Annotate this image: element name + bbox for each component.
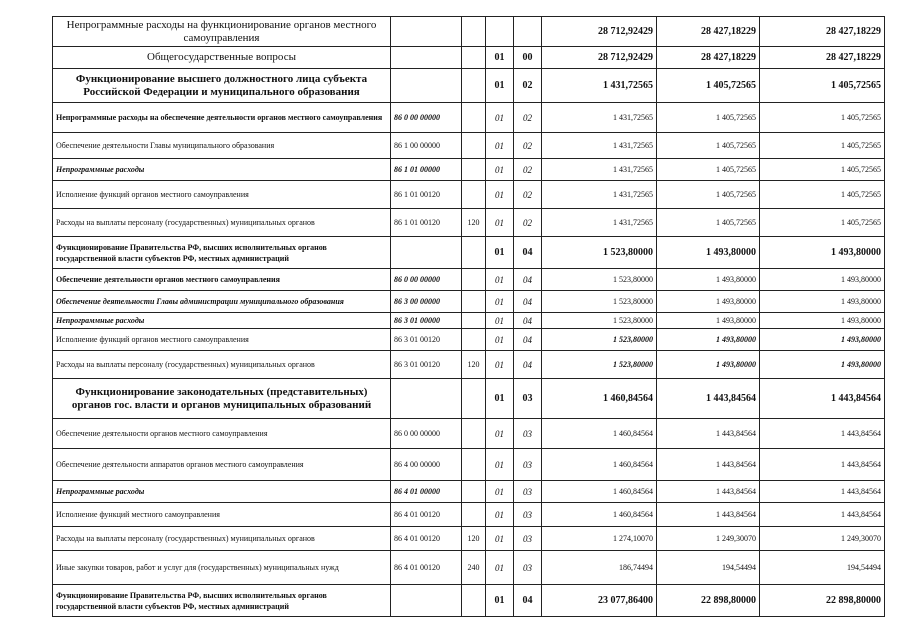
row-value-year2: 1 493,80000 (657, 351, 760, 379)
table-row (53, 69, 885, 103)
row-value-year2: 1 493,80000 (657, 269, 760, 291)
row-value-year2: 1 405,72565 (657, 159, 760, 181)
row-subsection: 04 (514, 237, 542, 269)
row-value-year2: 1 405,72565 (657, 181, 760, 209)
row-expense-type (462, 585, 486, 617)
table-row (53, 209, 885, 237)
row-subsection: 00 (514, 47, 542, 69)
row-name: Исполнение функций органов местного самоуправления (53, 181, 391, 209)
row-subsection: 03 (514, 527, 542, 551)
row-name: Непрограммные расходы на обеспечение деятельности органов местного самоуправления (53, 103, 391, 133)
row-value-year3: 1 443,84564 (760, 503, 885, 527)
row-value-year3: 1 405,72565 (760, 103, 885, 133)
row-name: Обеспечение деятельности Главы муниципального образования (53, 133, 391, 159)
row-expense-type (462, 69, 486, 103)
row-value-year3: 1 493,80000 (760, 329, 885, 351)
row-code: 86 0 00 00000 (391, 419, 462, 449)
row-value-year3: 28 427,18229 (760, 17, 885, 47)
row-subsection: 02 (514, 69, 542, 103)
row-name: Расходы на выплаты персоналу (государственных) муниципальных органов (53, 527, 391, 551)
row-value-year3: 1 493,80000 (760, 269, 885, 291)
row-value-year2: 1 493,80000 (657, 291, 760, 313)
row-value-year2: 1 493,80000 (657, 237, 760, 269)
row-subsection: 04 (514, 269, 542, 291)
row-subsection: 02 (514, 209, 542, 237)
row-value-year1: 1 523,80000 (542, 329, 657, 351)
row-section: 01 (486, 103, 514, 133)
row-section: 01 (486, 209, 514, 237)
row-expense-type (462, 313, 486, 329)
row-name: Обеспечение деятельности органов местного самоуправления (53, 419, 391, 449)
row-section: 01 (486, 551, 514, 585)
row-expense-type (462, 481, 486, 503)
budget-table (52, 16, 885, 617)
row-value-year2: 1 493,80000 (657, 313, 760, 329)
row-name: Расходы на выплаты персоналу (государственных) муниципальных органов (53, 351, 391, 379)
row-value-year3: 1 443,84564 (760, 449, 885, 481)
row-code: 86 0 00 00000 (391, 103, 462, 133)
row-name: Непрограммные расходы на функционирование органов местного самоуправления (53, 17, 391, 47)
row-expense-type (462, 503, 486, 527)
row-value-year1: 1 523,80000 (542, 351, 657, 379)
row-value-year2: 1 443,84564 (657, 503, 760, 527)
row-value-year2: 28 427,18229 (657, 17, 760, 47)
row-value-year3: 194,54494 (760, 551, 885, 585)
row-expense-type: 240 (462, 551, 486, 585)
table-row (53, 159, 885, 181)
row-value-year1: 1 274,10070 (542, 527, 657, 551)
table-row (53, 237, 885, 269)
row-code: 86 1 00 00000 (391, 133, 462, 159)
row-subsection: 04 (514, 351, 542, 379)
row-expense-type (462, 47, 486, 69)
row-name: Исполнение функций органов местного самоуправления (53, 329, 391, 351)
table-row (53, 481, 885, 503)
row-section: 01 (486, 181, 514, 209)
row-expense-type: 120 (462, 209, 486, 237)
row-code: 86 3 00 00000 (391, 291, 462, 313)
row-section: 01 (486, 419, 514, 449)
row-subsection: 03 (514, 449, 542, 481)
row-value-year2: 1 405,72565 (657, 69, 760, 103)
row-value-year3: 1 443,84564 (760, 419, 885, 449)
row-section: 01 (486, 269, 514, 291)
row-value-year1: 1 460,84564 (542, 503, 657, 527)
row-value-year2: 1 443,84564 (657, 419, 760, 449)
row-name: Общегосударственные вопросы (53, 47, 391, 69)
row-section: 01 (486, 585, 514, 617)
table-row (53, 379, 885, 419)
row-expense-type (462, 133, 486, 159)
row-section: 01 (486, 449, 514, 481)
table-row (53, 181, 885, 209)
row-value-year3: 1 493,80000 (760, 291, 885, 313)
row-section: 01 (486, 69, 514, 103)
table-row (53, 419, 885, 449)
row-value-year2: 1 405,72565 (657, 103, 760, 133)
row-section: 01 (486, 237, 514, 269)
row-code: 86 4 01 00120 (391, 503, 462, 527)
row-code (391, 379, 462, 419)
row-expense-type (462, 181, 486, 209)
table-row (53, 551, 885, 585)
table-row (53, 527, 885, 551)
row-value-year1: 1 523,80000 (542, 313, 657, 329)
row-value-year3: 22 898,80000 (760, 585, 885, 617)
row-value-year1: 28 712,92429 (542, 17, 657, 47)
row-name: Функционирование Правительства РФ, высших исполнительных органов государственной власти субъектов РФ, местных администраций (53, 585, 391, 617)
row-code: 86 4 01 00000 (391, 481, 462, 503)
row-section: 01 (486, 313, 514, 329)
row-code (391, 47, 462, 69)
row-name: Расходы на выплаты персоналу (государственных) муниципальных органов (53, 209, 391, 237)
row-subsection: 02 (514, 133, 542, 159)
row-name: Функционирование законодательных (представительных) органов гос. власти и органов муниципальных образований (53, 379, 391, 419)
row-code: 86 4 00 00000 (391, 449, 462, 481)
row-code: 86 1 01 00120 (391, 181, 462, 209)
row-name: Обеспечение деятельности органов местного самоуправления (53, 269, 391, 291)
row-name: Обеспечение деятельности аппаратов органов местного самоуправления (53, 449, 391, 481)
row-section: 01 (486, 481, 514, 503)
row-subsection: 02 (514, 159, 542, 181)
row-section: 01 (486, 379, 514, 419)
row-value-year2: 1 443,84564 (657, 481, 760, 503)
row-value-year1: 1 523,80000 (542, 291, 657, 313)
row-value-year1: 1 431,72565 (542, 209, 657, 237)
row-value-year3: 1 493,80000 (760, 313, 885, 329)
row-code (391, 69, 462, 103)
row-expense-type (462, 269, 486, 291)
row-subsection: 03 (514, 419, 542, 449)
row-code: 86 3 01 00120 (391, 329, 462, 351)
row-code (391, 237, 462, 269)
row-value-year1: 1 431,72565 (542, 103, 657, 133)
row-value-year1: 1 523,80000 (542, 269, 657, 291)
row-value-year2: 22 898,80000 (657, 585, 760, 617)
row-expense-type: 120 (462, 527, 486, 551)
row-name: Функционирование Правительства РФ, высших исполнительных органов государственной власти субъектов РФ, местных администраций (53, 237, 391, 269)
row-section: 01 (486, 133, 514, 159)
table-row (53, 17, 885, 47)
row-code: 86 4 01 00120 (391, 527, 462, 551)
row-name: Иные закупки товаров, работ и услуг для (государственных) муниципальных нужд (53, 551, 391, 585)
row-section: 01 (486, 329, 514, 351)
row-value-year1: 186,74494 (542, 551, 657, 585)
row-name: Непрограммные расходы (53, 313, 391, 329)
row-value-year1: 1 460,84564 (542, 481, 657, 503)
row-value-year2: 1 493,80000 (657, 329, 760, 351)
row-value-year3: 1 405,72565 (760, 159, 885, 181)
row-subsection (514, 17, 542, 47)
row-expense-type (462, 379, 486, 419)
row-value-year3: 1 443,84564 (760, 481, 885, 503)
row-code: 86 1 01 00000 (391, 159, 462, 181)
row-code: 86 0 00 00000 (391, 269, 462, 291)
row-value-year3: 28 427,18229 (760, 47, 885, 69)
row-subsection: 02 (514, 103, 542, 133)
row-name: Обеспечение деятельности Главы администрации муниципального образования (53, 291, 391, 313)
row-value-year3: 1 405,72565 (760, 133, 885, 159)
row-value-year1: 1 431,72565 (542, 69, 657, 103)
row-subsection: 04 (514, 585, 542, 617)
table-row (53, 585, 885, 617)
row-subsection: 04 (514, 313, 542, 329)
row-code: 86 3 01 00120 (391, 351, 462, 379)
table-row (53, 47, 885, 69)
row-name: Непрограммные расходы (53, 159, 391, 181)
row-section: 01 (486, 159, 514, 181)
row-section (486, 17, 514, 47)
table-row (53, 313, 885, 329)
row-subsection: 03 (514, 551, 542, 585)
row-value-year3: 1 493,80000 (760, 351, 885, 379)
row-value-year1: 1 460,84564 (542, 419, 657, 449)
row-value-year3: 1 405,72565 (760, 69, 885, 103)
row-value-year1: 1 431,72565 (542, 159, 657, 181)
row-subsection: 03 (514, 481, 542, 503)
row-name: Исполнение функций местного самоуправления (53, 503, 391, 527)
row-value-year2: 1 249,30070 (657, 527, 760, 551)
table-row (53, 503, 885, 527)
table-row (53, 351, 885, 379)
row-value-year3: 1 405,72565 (760, 181, 885, 209)
row-section: 01 (486, 503, 514, 527)
row-value-year3: 1 249,30070 (760, 527, 885, 551)
row-subsection: 03 (514, 379, 542, 419)
row-expense-type (462, 17, 486, 47)
row-value-year1: 23 077,86400 (542, 585, 657, 617)
row-subsection: 02 (514, 181, 542, 209)
row-value-year3: 1 405,72565 (760, 209, 885, 237)
row-name: Непрограммные расходы (53, 481, 391, 503)
row-name: Функционирование высшего должностного лица субъекта Российской Федерации и муниципального образования (53, 69, 391, 103)
row-value-year2: 1 405,72565 (657, 133, 760, 159)
row-value-year1: 1 460,84564 (542, 449, 657, 481)
row-section: 01 (486, 351, 514, 379)
row-section: 01 (486, 47, 514, 69)
row-value-year2: 1 443,84564 (657, 379, 760, 419)
row-value-year1: 1 431,72565 (542, 133, 657, 159)
row-subsection: 03 (514, 503, 542, 527)
row-value-year3: 1 493,80000 (760, 237, 885, 269)
row-expense-type (462, 159, 486, 181)
row-code: 86 3 01 00000 (391, 313, 462, 329)
row-value-year1: 1 523,80000 (542, 237, 657, 269)
row-expense-type (462, 329, 486, 351)
row-code (391, 585, 462, 617)
row-expense-type (462, 103, 486, 133)
row-expense-type (462, 237, 486, 269)
row-expense-type (462, 449, 486, 481)
row-expense-type: 120 (462, 351, 486, 379)
row-code (391, 17, 462, 47)
row-value-year1: 1 460,84564 (542, 379, 657, 419)
row-section: 01 (486, 527, 514, 551)
table-row (53, 269, 885, 291)
row-code: 86 4 01 00120 (391, 551, 462, 585)
row-expense-type (462, 291, 486, 313)
row-subsection: 04 (514, 329, 542, 351)
row-value-year1: 1 431,72565 (542, 181, 657, 209)
row-value-year2: 194,54494 (657, 551, 760, 585)
row-expense-type (462, 419, 486, 449)
table-row (53, 329, 885, 351)
row-subsection: 04 (514, 291, 542, 313)
table-row (53, 291, 885, 313)
table-body (53, 17, 885, 617)
table-row (53, 449, 885, 481)
row-value-year2: 1 405,72565 (657, 209, 760, 237)
row-code: 86 1 01 00120 (391, 209, 462, 237)
row-value-year3: 1 443,84564 (760, 379, 885, 419)
row-section: 01 (486, 291, 514, 313)
table-row (53, 103, 885, 133)
row-value-year1: 28 712,92429 (542, 47, 657, 69)
row-value-year2: 28 427,18229 (657, 47, 760, 69)
table-row (53, 133, 885, 159)
row-value-year2: 1 443,84564 (657, 449, 760, 481)
